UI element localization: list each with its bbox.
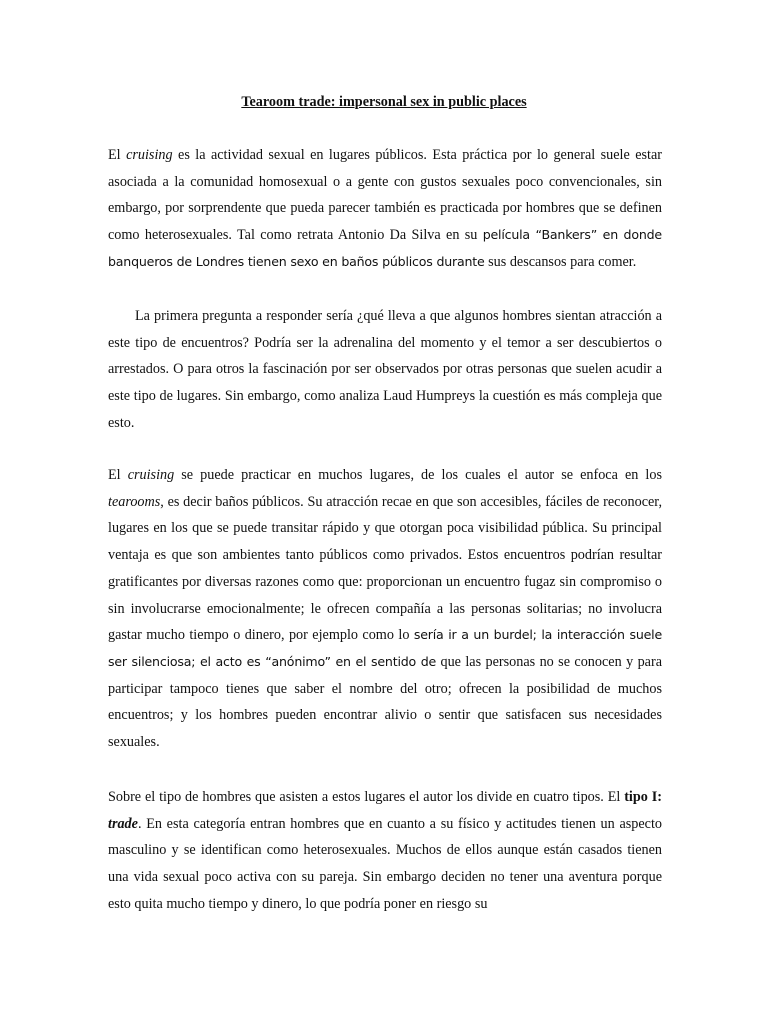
p3-text-g: que las personas no se conocen y para participar tampoco tienes que saber el nombre del otro; ofrecen la posibilidad de muchos encuentros; y los hombres pueden encontrar alivio o sentir que satisfacen sus necesidades sexuales.	[108, 653, 662, 751]
p3-italic-cruising: cruising	[127, 467, 175, 483]
p1-text-d: película “Bankers” en donde banqueros de Londres tienen sexo en baños públicos durante	[108, 227, 662, 269]
p3-text-e: , es decir baños públicos. Su atracción recae en que son accesibles, fáciles de reconocer, lugares en los que se puede transitar rápido y que otorgan poca visibilidad pública. Su principal ventaja es que son ambientes tanto públicos como privados. Estos encuentros podrían resultar gratificantes por diversas razones como que: proporcionan un encuentro fugaz sin compromiso o sin involucrarse emocionalmente; le ofrecen compañía a las personas solitarias; no involucra gastar mucho tiempo o dinero, por ejemplo como lo	[108, 493, 662, 644]
p3-text-a: El	[108, 467, 128, 483]
p3-italic-tearooms: tearooms	[108, 493, 161, 510]
p4-bold-tipo: tipo I:	[624, 789, 662, 805]
p1-text-a: El	[108, 147, 127, 163]
p3-text-f: sería ir a un burdel; la interacción suele ser silenciosa; el acto es “anónimo” en el sentido de	[108, 627, 662, 669]
p1-italic-cruising: cruising	[126, 147, 173, 163]
paragraph-2: La primera pregunta a responder sería ¿qué lleva a que algunos hombres sientan atracción a este tipo de encuentros? Podría ser la adrenalina del momento y el temor a ser descubiertos o arrestados. O para otros la fascinación por ser observados por otras personas que suelen acudir a este tipo de lugares. Sin embargo, como analiza Laud Humpreys la cuestión es más compleja que esto.	[108, 308, 662, 431]
p4-bold-italic-trade: trade	[108, 815, 138, 832]
paragraph-1	[108, 142, 662, 276]
paragraph-4	[108, 784, 662, 918]
p4-text-d: . En esta categoría entran hombres que en cuanto a su físico y actitudes tienen un aspecto masculino y se identifican como heterosexuales. Muchos de ellos aunque están casados tienen una vida sexual poco activa con su pareja. Sin embargo deciden no tener una aventura porque esto quita mucho tiempo y dinero, lo que podría poner en riesgo su	[108, 815, 662, 912]
p1-text-c: es la actividad sexual en lugares públicos. Esta práctica por lo general suele estar asociada a la comunidad homosexual o a gente con gustos sexuales poco convencionales, sin embargo, por sorprendente que pueda parecer también es practicada por hombres que se definen como heterosexuales. Tal como retrata Antonio Da Silva en su	[108, 147, 663, 244]
p3-text-c: se puede practicar en muchos lugares, de los cuales el autor se enfoca en los	[174, 467, 662, 483]
paragraph-3	[108, 462, 662, 756]
p1-text-e: sus descansos para comer.	[484, 253, 637, 270]
p4-text-a: Sobre el tipo de hombres que asisten a estos lugares el autor los divide en cuatro tipos. El	[108, 789, 625, 805]
document-title: Tearoom trade: impersonal sex in public places	[241, 94, 527, 110]
